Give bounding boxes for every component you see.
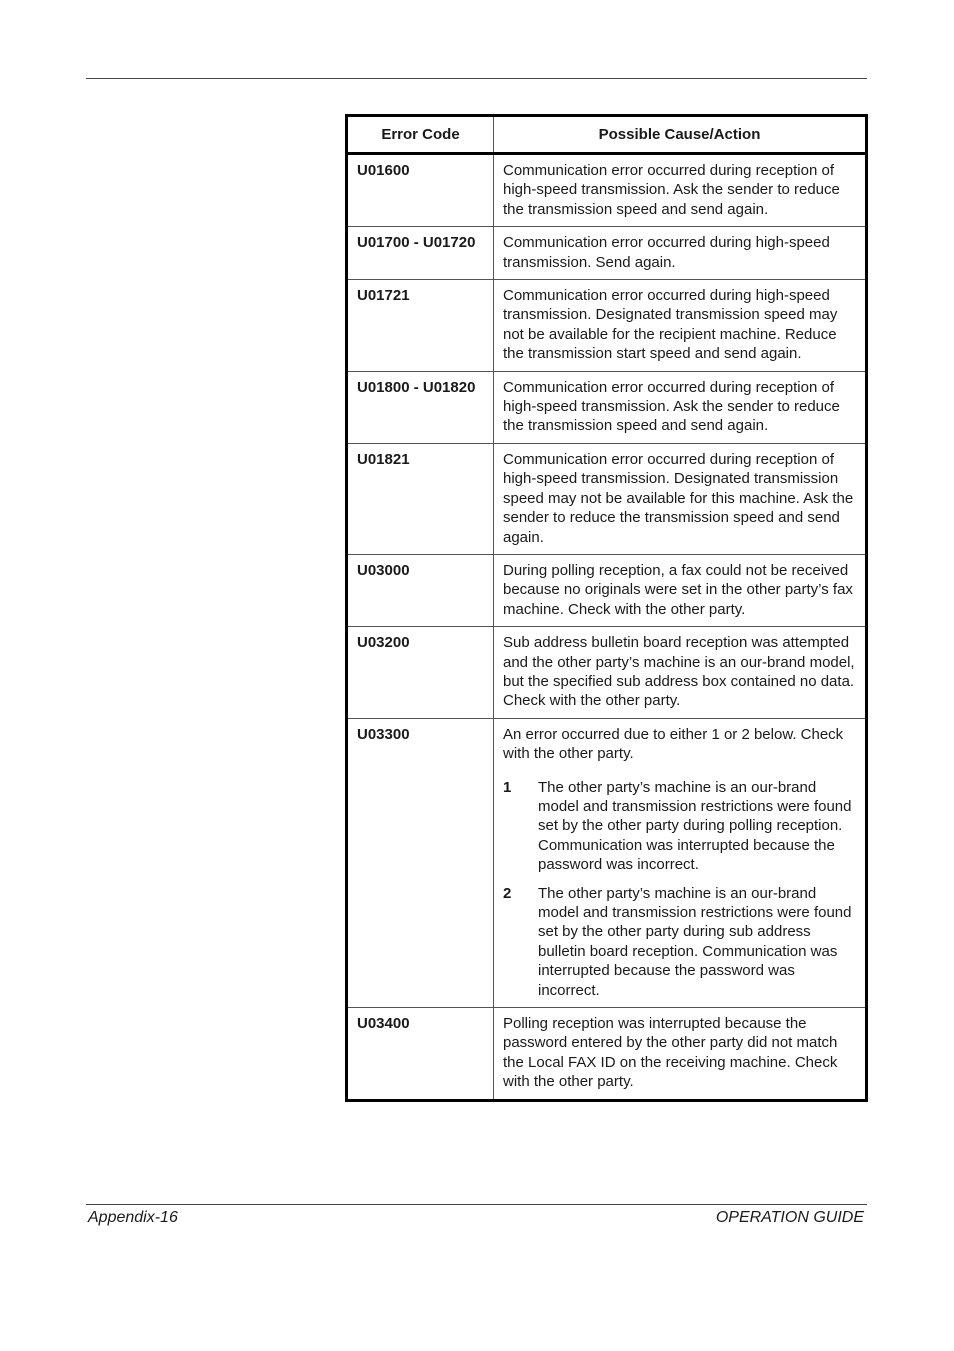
error-code-cell: U01721 [347,280,494,372]
table-row [347,227,867,280]
cause-cell: Sub address bulletin board reception was attempted and the other party’s machine is an our-brand model, but the specified sub address box contained no data. Check with the other party. [494,627,867,719]
cause-cell [494,718,867,1007]
error-code-cell: U03200 [347,627,494,719]
cause-cell: Communication error occurred during reception of high-speed transmission. Ask the sender to reduce the transmission speed and send again. [494,371,867,443]
cause-cell: During polling reception, a fax could not be received because no originals were set in the other party’s fax machine. Check with the other party. [494,554,867,626]
cause-cell: Communication error occurred during reception of high-speed transmission. Ask the sender to reduce the transmission speed and send again. [494,154,867,227]
list-item [503,884,857,1000]
cause-intro-text: An error occurred due to either 1 or 2 below. Check with the other party. [503,725,844,763]
cause-cell: Communication error occurred during reception of high-speed transmission. Designated transmission speed may not be available for this machine. Ask the sender to reduce the transmission speed and send again. [494,443,867,554]
cause-cell: Communication error occurred during high-speed transmission. Designated transmission speed may not be available for the recipient machine. Reduce the transmission start speed and send again. [494,280,867,372]
table-row [347,1008,867,1101]
error-code-cell: U03400 [347,1008,494,1101]
numbered-list [503,778,857,1000]
error-code-cell: U01800 - U01820 [347,371,494,443]
error-code-cell: U01600 [347,154,494,227]
cause-cell: Polling reception was interrupted because the password entered by the other party did not match the Local FAX ID on the receiving machine. Check with the other party. [503,1015,838,1091]
table-row [347,280,867,372]
table-row [347,154,867,227]
header-error-code: Error Code [347,116,494,154]
list-item-text: The other party’s machine is an our-brand model and transmission restrictions were found set by the other party during polling reception. Communication was interrupted because the password was incorrect. [538,778,852,874]
table-row [347,443,867,554]
error-code-table [345,114,868,1102]
table-header-row [347,116,867,154]
error-code-cell: U01700 - U01720 [347,227,494,280]
list-item-number: 2 [503,884,512,902]
error-code-cell: U03300 [347,718,494,1007]
table-row [347,718,867,1007]
document-title: OPERATION GUIDE [715,1209,864,1226]
cause-cell: Communication error occurred during high-speed transmission. Send again. [494,227,867,280]
error-code-cell: U01821 [347,443,494,554]
header-rule [86,78,867,79]
table-row [347,627,867,719]
list-item-number: 1 [503,778,512,796]
list-item-text: The other party’s machine is an our-brand model and transmission restrictions were found set by the other party during sub address bulletin board reception. Communication was interrupted because the password was incorrect. [538,884,852,999]
list-item [503,778,857,875]
page-number: Appendix-16 [88,1209,178,1226]
footer-rule [86,1204,867,1205]
table-row [347,554,867,626]
header-possible-cause: Possible Cause/Action [494,116,867,154]
error-code-cell: U03000 [347,554,494,626]
table-row [347,371,867,443]
